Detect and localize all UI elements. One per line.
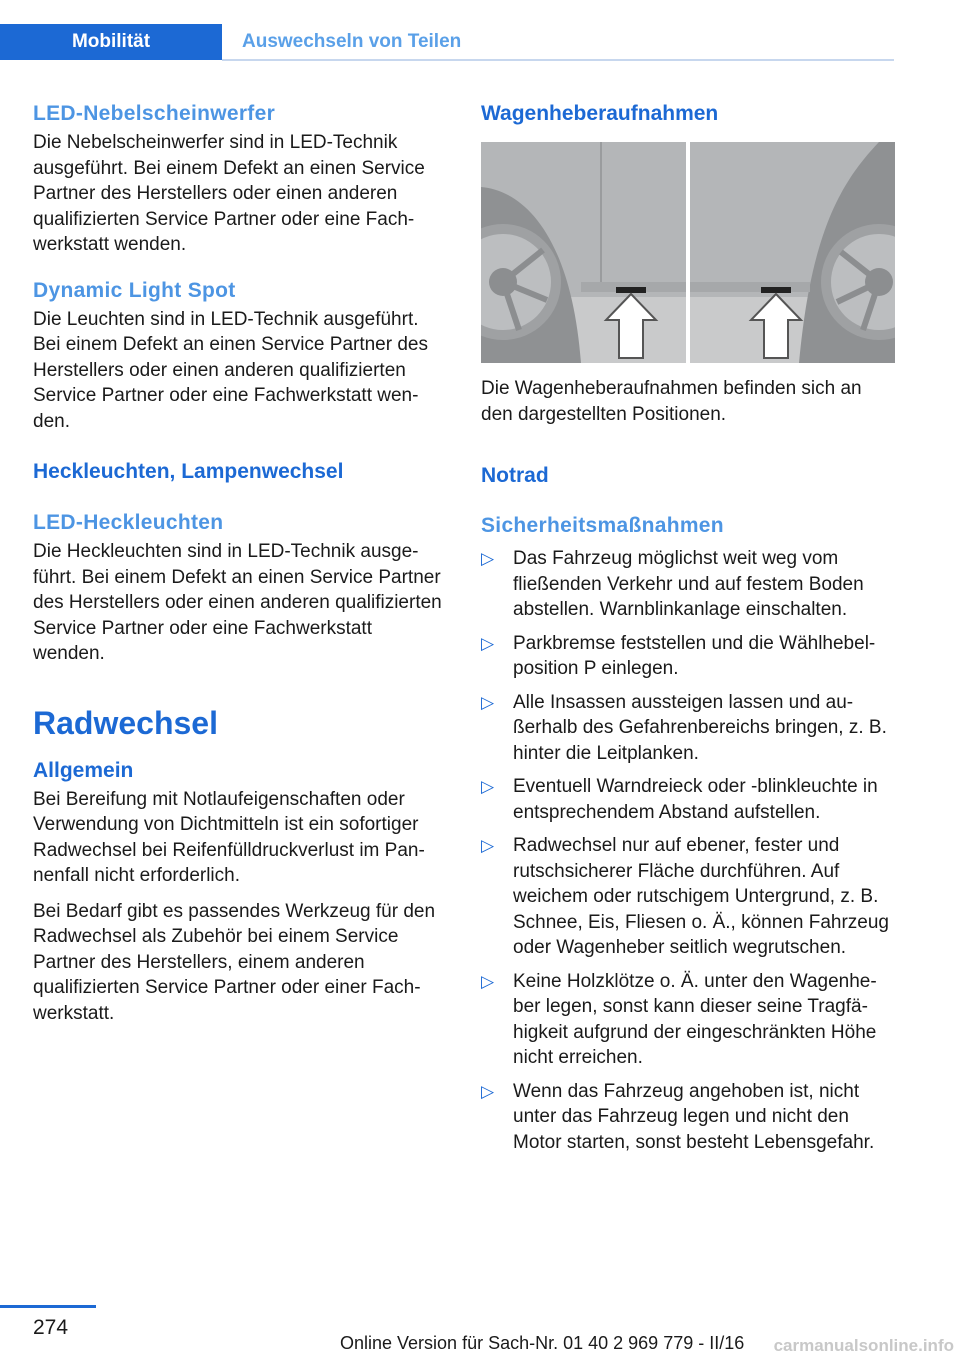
led-fog-text: Die Nebelscheinwerfer sind in LED-Technik ausgeführt. Bei einem Defekt an einen Service Partner des Herstellers oder einen anderen qualifizierten Service Partner oder eine Fachwerkstatt wenden.: [33, 132, 425, 255]
triangle-bullet-icon: ▷: [481, 1081, 495, 1101]
list-item-text: Radwechsel nur auf ebener, fester und rutschsicherer Fläche durchführen. Auf weichem oder rutschigem Untergrund, z. B. Schnee, Eis, Fliesen o. Ä., können Fahrzeug oder Wagenheber seitlich wegrutschen.: [513, 835, 889, 958]
jack-points-text: Die Wagenheberaufnahmen befinden sich an den dargestellten Positionen.: [481, 378, 862, 425]
spare-heading: Notrad: [481, 464, 549, 487]
list-item: [481, 833, 895, 961]
list-item-text: Eventuell Warndreieck oder -blinkleuchte in entsprechendem Abstand aufstellen.: [513, 776, 878, 823]
list-item: [481, 546, 895, 623]
tail-lights-heading: Heckleuchten, Lampenwechsel: [33, 460, 344, 483]
triangle-bullet-icon: ▷: [481, 692, 495, 712]
triangle-bullet-icon: ▷: [481, 777, 495, 796]
right-column: [481, 100, 895, 1163]
list-item-text: Alle Insassen aussteigen lassen und außerhalb des Gefahrenbereichs bringen, z. B. hinter die Leitplanken.: [513, 691, 887, 764]
led-tail-text: Die Heckleuchten sind in LED-Technik ausgeführt. Bei einem Defekt an einen Service Partner des Herstellers oder einen anderen qualifizierten Service Partner oder eine Fachwerkstatt wenden.: [33, 541, 442, 664]
safety-list: [481, 546, 895, 1155]
safety-heading: Sicherheitsmaßnahmen: [481, 514, 724, 537]
led-fog-heading: LED-Nebelscheinwerfer: [33, 102, 276, 125]
footer-version: Online Version für Sach-Nr. 01 40 2 969 779 - II/16: [340, 1333, 745, 1353]
page-number: 274: [33, 1316, 69, 1339]
wheel-change-heading: Radwechsel: [33, 704, 218, 741]
list-item: [481, 631, 895, 682]
jack-points-heading: Wagenheberaufnahmen: [481, 102, 719, 125]
triangle-bullet-icon: ▷: [481, 971, 495, 991]
header-divider: [222, 59, 894, 61]
dynamic-light-heading: Dynamic Light Spot: [33, 278, 236, 302]
triangle-bullet-icon: ▷: [481, 633, 495, 653]
list-item-text: Parkbremse feststellen und die Wählhebelposition P einlegen.: [513, 632, 876, 679]
list-item: [481, 1079, 895, 1156]
footer-accent-line: [0, 1305, 96, 1308]
triangle-bullet-icon: ▷: [481, 549, 495, 568]
general-text-1: Bei Bereifung mit Notlaufeigenschaften oder Verwendung von Dichtmitteln ist ein sofortiger Radwechsel bei Reifenfülldruckverlust im Pannenfall nicht erforderlich.: [33, 788, 425, 886]
left-column: [33, 100, 445, 1026]
list-item-text: Wenn das Fahrzeug angehoben ist, nicht unter das Fahrzeug legen und nicht den Motor starten, sonst besteht Lebensgefahr.: [513, 1080, 875, 1153]
general-text-2: Bei Bedarf gibt es passendes Werkzeug für den Radwechsel als Zubehör bei einem Service Partner des Herstellers, einem anderen qualifizierten Service Partner oder einer Fachwerkstatt.: [33, 900, 436, 1024]
dynamic-light-text: Die Leuchten sind in LED-Technik ausgeführt. Bei einem Defekt an einen Service Partner des Herstellers oder einen anderen qualifizierten Service Partner oder eine Fachwerkstatt wenden.: [33, 308, 428, 432]
general-heading: Allgemein: [33, 758, 134, 782]
list-item: [481, 969, 895, 1071]
chapter-tab: Mobilität: [0, 24, 222, 60]
triangle-bullet-icon: ▷: [481, 836, 495, 855]
led-tail-heading: LED-Heckleuchten: [33, 511, 224, 534]
watermark: carmanualsonline.info: [773, 1336, 954, 1355]
jack-points-figure: [481, 142, 895, 363]
list-item: [481, 774, 895, 825]
list-item-text: Das Fahrzeug möglichst weit weg vom fließenden Verkehr und auf festem Boden abstellen. Warnblinkanlage einschalten.: [513, 548, 864, 620]
section-tab: Auswechseln von Teilen: [222, 24, 894, 60]
jack-points-illustration: [481, 142, 895, 363]
list-item-text: Keine Holzklötze o. Ä. unter den Wagenheber legen, sonst kann dieser seine Tragfähigkeit aufgrund der eingeschränkten Höhe nicht erreichen.: [513, 970, 877, 1068]
list-item: [481, 690, 895, 767]
